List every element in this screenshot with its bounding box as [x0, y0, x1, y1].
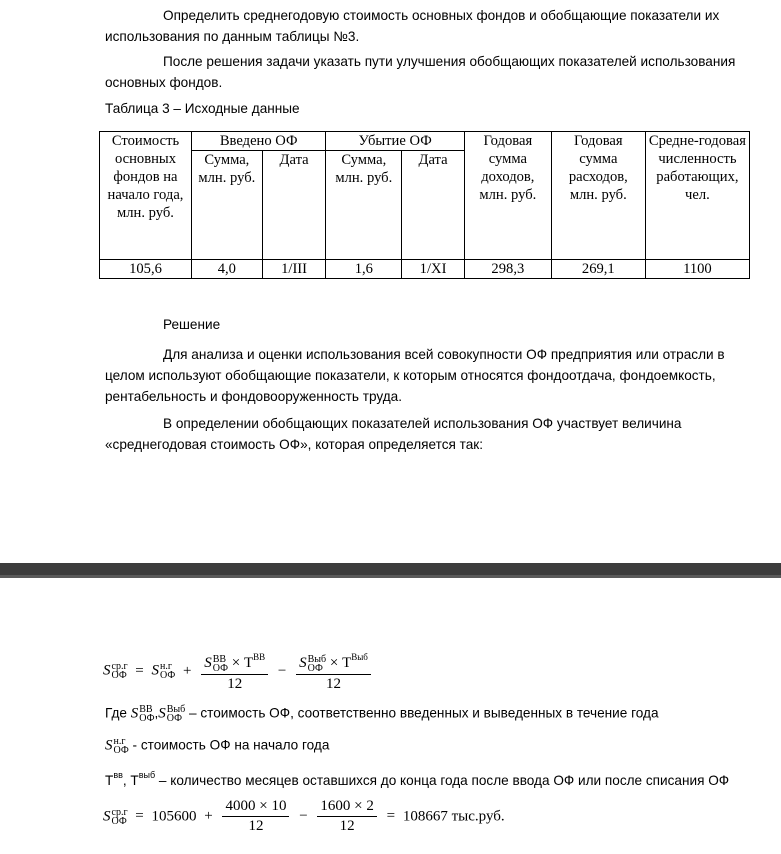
task-note-paragraph: После решения задачи указать пути улучшения обобщающих показателей использования основных фондов.: [105, 54, 736, 90]
table-row: [100, 260, 750, 279]
task-paragraph: Определить среднегодовую стоимость основных фондов и обобщающие показатели их использования по данным таблицы №3.: [105, 8, 720, 44]
page-divider-line: [0, 575, 781, 578]
legend-line-1: Где S ВВ ОФ ,S Выб ОФ – стоимость ОФ, соответственно введенных и выведенных в течение года: [105, 704, 659, 724]
cell-disposed-date: 1/XI: [402, 260, 465, 279]
header-initial-cost: Стоимость основных фондов на начало года, млн. руб.: [100, 132, 192, 260]
header-introduced-date: Дата: [262, 151, 326, 260]
average-cost-formula: S ср.г ОФ = S н.г ОФ + S ВВ ОФ × $Т^{ВВ}$ 12 − S Выб ОФ × $Т^{Выб}$ 12: [103, 649, 373, 694]
header-introduced-sum: Сумма, млн. руб.: [191, 151, 262, 260]
calculation-formula: S ср.г ОФ = 105600 + $\frac{4000 \times 10}{12}$ − $\frac{1600 \times 2}{12}$ = 108667 тыс.руб.: [103, 798, 505, 834]
cell-introduced-date: 1/III: [262, 260, 326, 279]
calc-disposed-fraction: $\frac{1600 \times 2}{12}$: [317, 798, 376, 836]
calc-result: 108667 тыс.руб.: [402, 808, 505, 825]
cell-staff: 1100: [645, 260, 749, 279]
source-data-table: [99, 131, 750, 279]
disposed-fraction: S Выб ОФ × $Т^{Выб}$ 12: [296, 649, 371, 694]
calc-initial-value: 105600: [151, 808, 197, 825]
solution-heading: Решение: [163, 317, 221, 332]
header-income: Годовая сумма доходов, млн. руб.: [464, 132, 551, 260]
cell-expenses: 269,1: [551, 260, 645, 279]
cell-income: 298,3: [464, 260, 551, 279]
calc-introduced-fraction: $\frac{4000 \times 10}{12}$: [222, 798, 289, 836]
cell-introduced-sum: 4,0: [191, 260, 262, 279]
header-disposed: Убытие ОФ: [326, 132, 464, 151]
header-expenses: Годовая сумма расходов, млн. руб.: [551, 132, 645, 260]
legend-line-3: $Т^{вв}$, $Т^{выб}$ – количество месяцев оставшихся до конца года после ввода ОФ или после списания ОФ: [105, 770, 730, 788]
header-disposed-date: Дата: [402, 151, 465, 260]
solution-paragraph-1: Для анализа и оценки использования всей совокупности ОФ предприятия или отрасли в целом используют обобщающие показатели, к которым относятся фондоотдача, фондоемкость, рентабельность и фондовооруженность труда.: [105, 347, 725, 404]
cell-initial-cost: 105,6: [100, 260, 192, 279]
introduced-fraction: S ВВ ОФ × $Т^{ВВ}$ 12: [201, 649, 268, 694]
header-staff: Средне-годовая численность работающих, чел.: [645, 132, 749, 260]
table-caption: Таблица 3 – Исходные данные: [105, 101, 300, 116]
header-disposed-sum: Сумма, млн. руб.: [326, 151, 402, 260]
solution-paragraph-2: В определении обобщающих показателей использования ОФ участвует величина «среднегодовая стоимость ОФ», которая определяется так:: [105, 416, 682, 452]
legend-line-2: S н.г ОФ - стоимость ОФ на начало года: [105, 736, 330, 756]
cell-disposed-sum: 1,6: [326, 260, 402, 279]
header-introduced: Введено ОФ: [191, 132, 325, 151]
